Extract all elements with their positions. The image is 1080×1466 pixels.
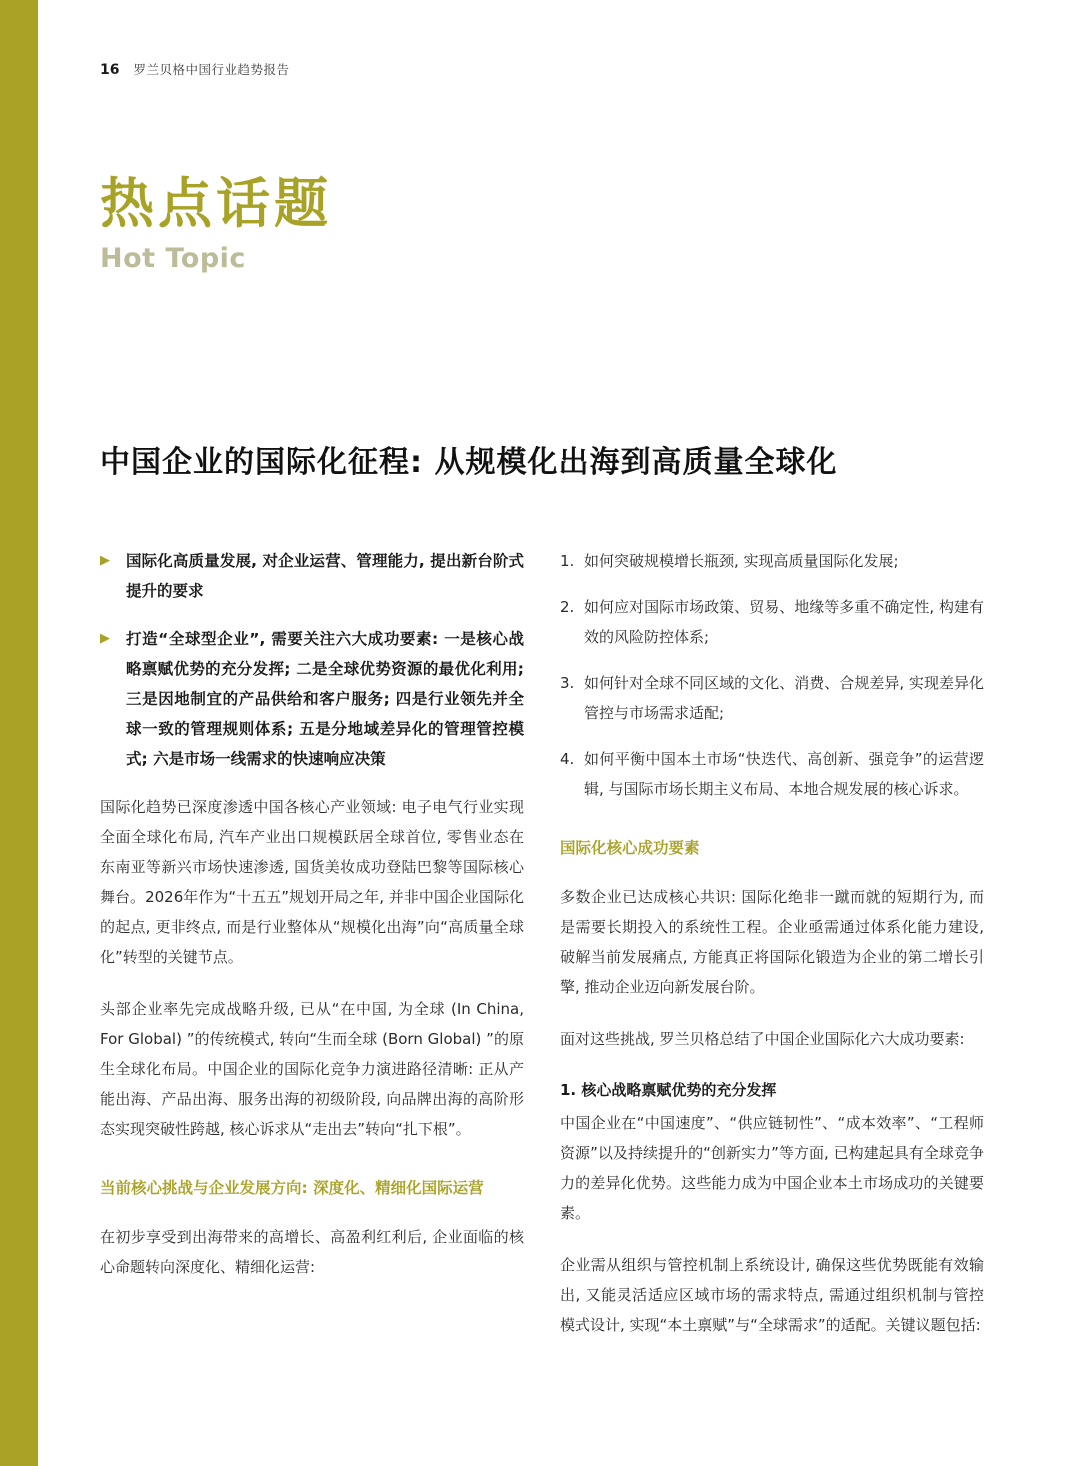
item-number: 4. [560, 750, 575, 769]
bullet-text: 打造“全球型企业”, 需要关注六大成功要素: 一是核心战略禀赋优势的充分发挥; 二是全球优势资源的最优化利用; 三是因地制宜的产品供给和客户服务; 四是行业领先并全球一致的管理规则体系; 五是分地域差异化的管理管控模式; 六是市场一线需求的快速响应决策 [126, 630, 524, 769]
paragraph: 企业需从组织与管控机制上系统设计, 确保这些优势既能有效输出, 又能灵活适应区域市场的需求特点, 需通过组织机制与管控模式设计, 实现“本土禀赋”与“全球需求”的适配。关键议题包括: [560, 1256, 984, 1335]
hot-topic-heading-en: Hot Topic [100, 243, 246, 275]
numbered-item [560, 592, 984, 652]
numbered-item [560, 668, 984, 728]
report-title: 罗兰贝格中国行业趋势报告 [133, 62, 290, 77]
item-number: 3. [560, 674, 575, 693]
page-content [100, 0, 984, 1362]
paragraph: 在初步享受到出海带来的高增长、高盈利红利后, 企业面临的核心命题转向深度化、精细化运营: [100, 1228, 524, 1277]
bullet-item [100, 624, 524, 774]
hot-topic-heading-cn: 热点话题 [100, 172, 332, 235]
numbered-item [560, 744, 984, 804]
factor-1-title: 1. 核心战略禀赋优势的充分发挥 [560, 1081, 777, 1100]
page-number: 16 [100, 62, 120, 78]
two-column-layout [100, 546, 984, 1362]
paragraph: 面对这些挑战, 罗兰贝格总结了中国企业国际化六大成功要素: [560, 1030, 965, 1049]
item-number: 1. [560, 552, 575, 571]
item-number: 2. [560, 598, 575, 617]
numbered-item [560, 546, 984, 576]
paragraph: 头部企业率先完成战略升级, 已从“在中国, 为全球 (In China, For Global) ”的传统模式, 转向“生而全球 (Born Global) ”的原生全球化布局。中国企业的国际化竞争力演进路径清晰: 正从产能出海、产品出海、服务出海的初级阶段, 向品牌出海的高阶形态实现突破性跨越, 核心诉求从“走出去”转向“扎下根”。 [100, 1000, 524, 1139]
running-header [100, 0, 984, 78]
section-heading-success-factors: 国际化核心成功要素 [560, 839, 700, 858]
bullet-item [100, 546, 524, 606]
item-text: 如何针对全球不同区域的文化、消费、合规差异, 实现差异化管控与市场需求适配; [584, 674, 984, 723]
section-heading-challenges: 当前核心挑战与企业发展方向: 深度化、精细化国际运营 [100, 1179, 484, 1198]
item-text: 如何突破规模增长瓶颈, 实现高质量国际化发展; [584, 552, 899, 571]
item-text: 如何平衡中国本土市场“快迭代、高创新、强竞争”的运营逻辑, 与国际市场长期主义布局、本地合规发展的核心诉求。 [584, 750, 984, 799]
paragraph: 多数企业已达成核心共识: 国际化绝非一蹴而就的短期行为, 而是需要长期投入的系统性工程。企业亟需通过体系化能力建设, 破解当前发展痛点, 方能真正将国际化锻造为企业的第二增长引擎, 推动企业迈向新发展台阶。 [560, 888, 984, 997]
item-text: 如何应对国际市场政策、贸易、地缘等多重不确定性, 构建有效的风险防控体系; [584, 598, 984, 647]
triangle-bullet-icon: ▶ [100, 631, 110, 647]
bullet-text: 国际化高质量发展, 对企业运营、管理能力, 提出新台阶式提升的要求 [126, 552, 524, 601]
paragraph: 国际化趋势已深度渗透中国各核心产业领域: 电子电气行业实现全面全球化布局, 汽车产业出口规模跃居全球首位, 零售业态在东南亚等新兴市场快速渗透, 国货美妆成功登陆巴黎等国际核心舞台。2026年作为“十五五”规划开局之年, 并非中国企业国际化的起点, 更非终点, 而是行业整体从“规模化出海”向“高质量全球化”转型的关键节点。 [100, 798, 524, 967]
article-title: 中国企业的国际化征程: 从规模化出海到高质量全球化 [100, 445, 838, 481]
paragraph: 中国企业在“中国速度”、“供应链韧性”、“成本效率”、“工程师资源”以及持续提升的“创新实力”等方面, 已构建起具有全球竞争力的差异化优势。这些能力成为中国企业本土市场成功的关键要素。 [560, 1114, 984, 1223]
triangle-bullet-icon: ▶ [100, 553, 110, 569]
right-column [560, 546, 984, 1362]
left-column [100, 546, 524, 1362]
page-accent-bar [0, 0, 38, 1466]
